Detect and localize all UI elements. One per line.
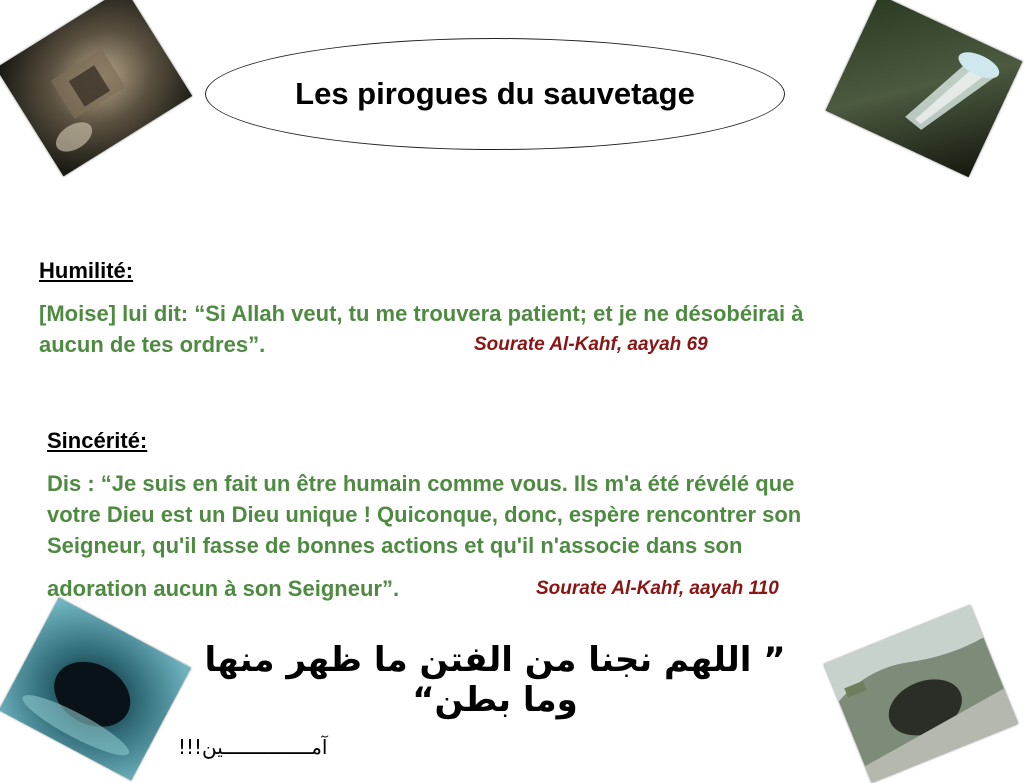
quote-line-with-ref (39, 329, 959, 360)
title-oval (205, 38, 785, 150)
quran-reference: Sourate Al-Kahf, aayah 69 (474, 334, 708, 355)
quote-line: Seigneur, qu'il fasse de bonnes actions et qu'il n'associe dans son (47, 533, 743, 558)
section-heading-sincerite: Sincérité: (47, 428, 148, 453)
sincerite-quote (47, 468, 967, 604)
quran-reference: Sourate Al-Kahf, aayah 110 (536, 578, 779, 599)
amen-text: آمـــــــــــــــين!!! (178, 735, 328, 759)
quote-line: Dis : “Je suis en fait un être humain comme vous. Ils m'a été révélé que (47, 471, 795, 496)
slide-title: Les pirogues du sauvetage (295, 76, 695, 111)
cave-light-beam-photo (825, 0, 1022, 177)
quote-line-with-ref (47, 573, 967, 604)
humilite-quote (39, 298, 959, 360)
cave-water-photo (0, 597, 191, 780)
cave-interior-photo (0, 0, 192, 177)
quote-line: adoration aucun à son Seigneur”. (47, 576, 400, 601)
quote-line: votre Dieu est un Dieu unique ! Quiconque, donc, espère rencontrer son (47, 502, 802, 527)
cave-entrance-photo (824, 605, 1018, 783)
arabic-prayer: ” اللهم نجنا من الفتن ما ظهر منها وما بطن“ (204, 640, 786, 720)
quote-line: aucun de tes ordres”. (39, 332, 266, 357)
quote-line: [Moise] lui dit: “Si Allah veut, tu me trouvera patient; et je ne désobéirai à (39, 301, 804, 326)
section-heading-humilite: Humilité: (39, 258, 134, 283)
